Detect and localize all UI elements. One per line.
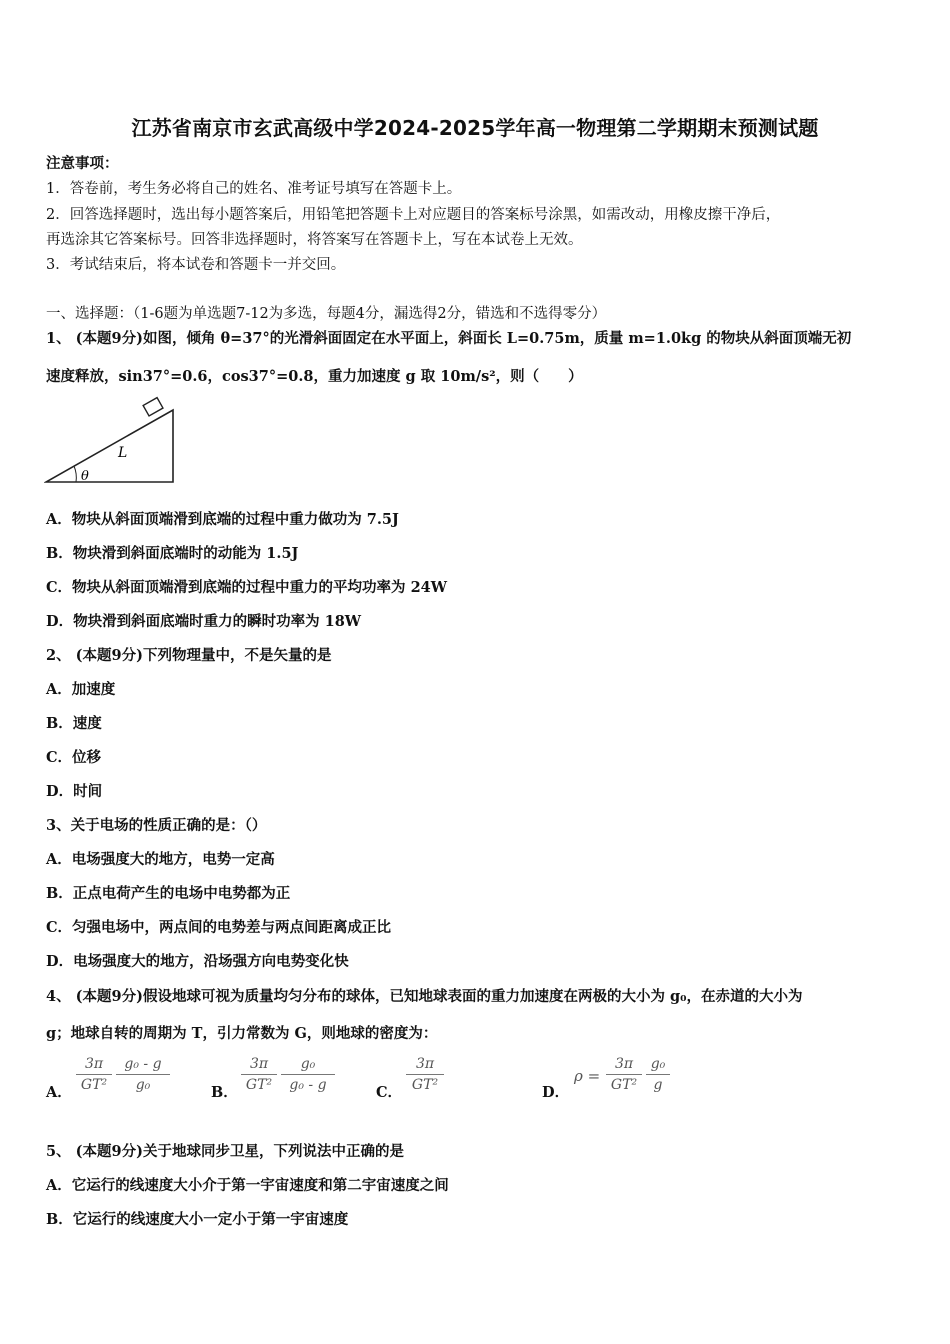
q4-option-d-formula [574, 1056, 684, 1106]
incline-triangle [46, 410, 173, 482]
fraction: $\frac{\text{g₀}}{g}$ [646, 1056, 670, 1093]
q3-option-a: A．电场强度大的地方，电势一定高 [46, 851, 275, 868]
fraction: $\frac{3\pi}{\text{GT²}}$ [606, 1056, 642, 1093]
q1-stem-line2: 速度释放，sin37°=0.6，cos37°=0.8，重力加速度 g 取 10m/s²，则（ ） [46, 368, 583, 385]
angle-label: θ [81, 469, 89, 484]
rho-prefix: ρ = [574, 1067, 601, 1085]
q5-option-a: A．它运行的线速度大小介于第一宇宙速度和第二宇宙速度之间 [46, 1177, 449, 1194]
q4-stem-line1: 4、 (本题9分)假设地球可视为质量均匀分布的球体，已知地球表面的重力加速度在两极的大小为 g₀，在赤道的大小为 [46, 988, 803, 1005]
q4-option-b-label: B． [211, 1084, 238, 1101]
q1-stem-line1: 1、 (本题9分)如图，倾角 θ=37°的光滑斜面固定在水平面上，斜面长 L=0.75m，质量 m=1.0kg 的物块从斜面顶端无初 [46, 330, 852, 347]
q2-option-a: A．加速度 [46, 681, 116, 698]
q4-option-c-label: C． [376, 1084, 403, 1101]
q2-stem: 2、 (本题9分)下列物理量中，不是矢量的是 [46, 647, 332, 664]
block-shape [143, 398, 163, 416]
q1-option-b: B．物块滑到斜面底端时的动能为 1.5J [46, 545, 299, 562]
exam-title: 江苏省南京市玄武高级中学2024-2025学年高一物理第二学期期末预测试题 [131, 116, 819, 140]
angle-arc [74, 466, 76, 482]
q2-option-d: D．时间 [46, 783, 103, 800]
incline-figure [44, 394, 179, 486]
q4-option-a-formula [76, 1056, 176, 1106]
fraction: $\frac{3\pi}{\text{GT²}}$ [76, 1056, 112, 1093]
length-label: L [118, 445, 128, 461]
note-item: 2．回答选择题时，选出每小题答案后，用铅笔把答题卡上对应题目的答案标号涂黑，如需改动，用橡皮擦干净后， [46, 207, 781, 223]
q1-option-d: D．物块滑到斜面底端时重力的瞬时功率为 18W [46, 613, 362, 630]
q2-option-b: B．速度 [46, 715, 102, 732]
q4-option-a-label: A． [46, 1084, 72, 1101]
q3-option-d: D．电场强度大的地方，沿场强方向电势变化快 [46, 953, 349, 970]
note-item: 再选涂其它答案标号。回答非选择题时，将答案写在答题卡上，写在本试卷上无效。 [46, 232, 583, 248]
q4-option-b-formula [241, 1056, 341, 1106]
q4-stem-line2: g；地球自转的周期为 T，引力常数为 G，则地球的密度为： [46, 1025, 438, 1042]
q1-option-a: A．物块从斜面顶端滑到底端的过程中重力做功为 7.5J [46, 511, 399, 528]
q3-stem: 3、关于电场的性质正确的是：（） [46, 817, 267, 834]
section-heading: 一、选择题：（1-6题为单选题7-12为多选，每题4分，漏选得2分，错选和不选得零分） [46, 306, 607, 322]
fraction: $\frac{\text{g₀ - g}}{\text{g₀}}$ [116, 1056, 170, 1093]
q3-option-c: C．匀强电场中，两点间的电势差与两点间距离成正比 [46, 919, 392, 936]
q2-option-c: C．位移 [46, 749, 102, 766]
q3-option-b: B．正点电荷产生的电场中电势都为正 [46, 885, 291, 902]
fraction: $\frac{\text{g₀}}{\text{g₀ - g}}$ [281, 1056, 335, 1093]
q4-option-d-label: D． [542, 1084, 570, 1101]
q5-stem: 5、 (本题9分)关于地球同步卫星，下列说法中正确的是 [46, 1143, 404, 1160]
note-item: 3．考试结束后，将本试卷和答题卡一并交回。 [46, 257, 346, 273]
notes-heading: 注意事项： [46, 155, 119, 172]
fraction: $\frac{3\pi}{\text{GT²}}$ [241, 1056, 277, 1093]
q5-option-b: B．它运行的线速度大小一定小于第一宇宙速度 [46, 1211, 349, 1228]
note-item: 1．答卷前，考生务必将自己的姓名、准考证号填写在答题卡上。 [46, 181, 462, 197]
q1-option-c: C．物块从斜面顶端滑到底端的过程中重力的平均功率为 24W [46, 579, 448, 596]
q4-option-c-formula [406, 1056, 456, 1106]
fraction: $\frac{3\pi}{\text{GT²}}$ [406, 1056, 444, 1093]
